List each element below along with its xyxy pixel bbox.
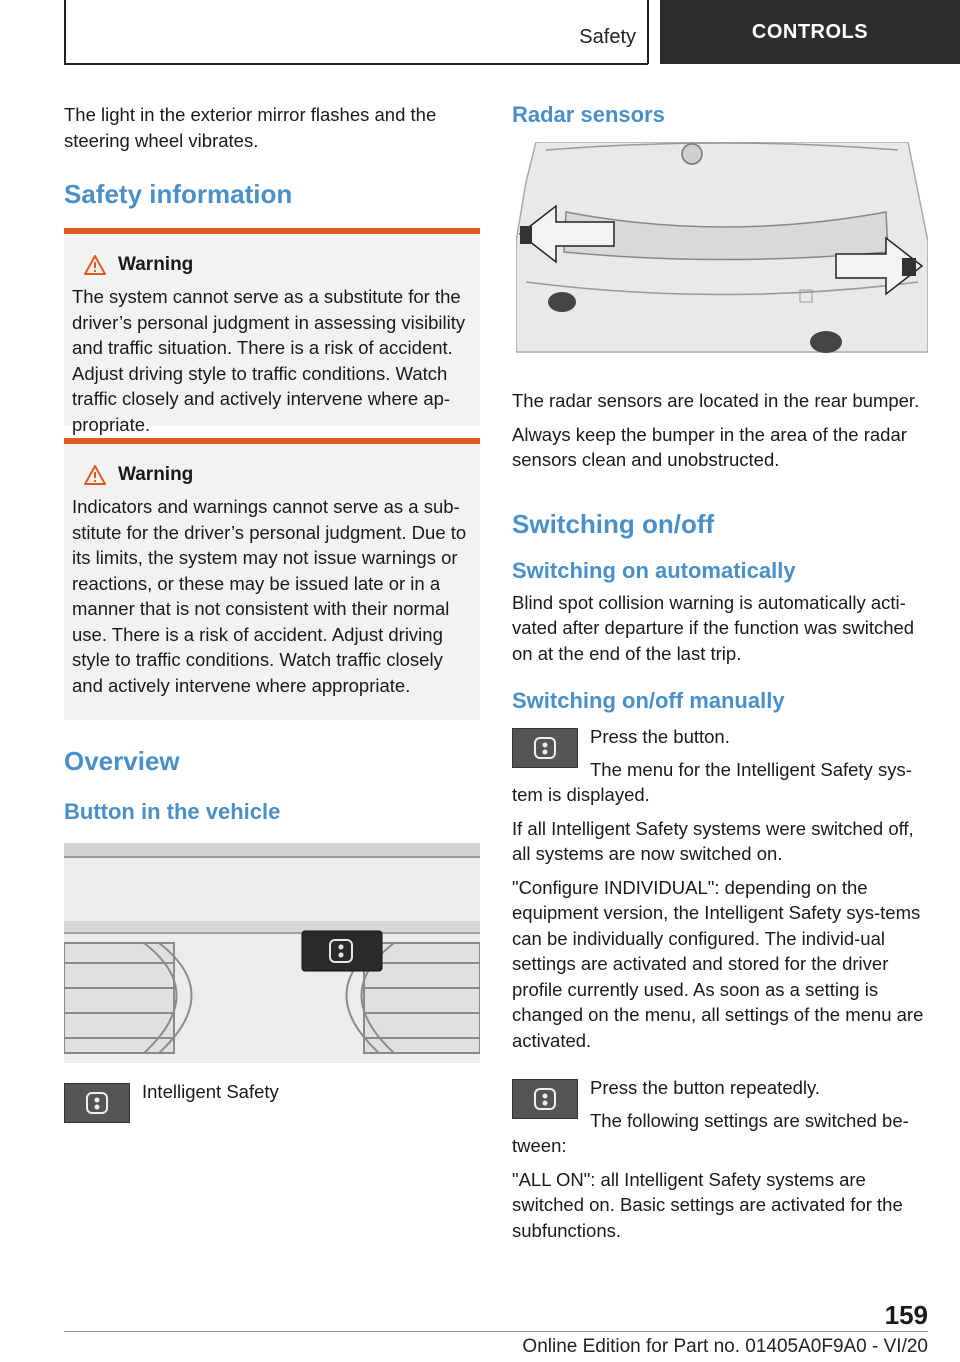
menu-displayed-continued: tem is displayed. [512,784,650,805]
press-button-text [590,728,912,782]
radar-paragraph-1: The radar sensors are located in the rear bumper. [512,390,920,411]
page-number: 159 [884,1300,928,1330]
right-column [512,102,928,1243]
warning-box-1 [64,228,480,435]
switching-automatic-text: Blind spot collision warning is automatically acti-vated after departure if the function was switched on at the end of the last trip. [512,591,915,664]
dashboard-button-figure [64,843,480,1063]
warning-text-1: The system cannot serve as a substitute for the driver’s personal judgment in assessing visibility and traffic situation. There is a risk of accident. Adjust driving style to traffic conditions. Watch traffic closely and actively intervene where ap-propriate. [72,286,466,435]
press-repeatedly-line: Press the button repeatedly. [590,1077,821,1098]
dashboard-illustration [64,843,480,1063]
intelligent-safety-button-icon [512,728,578,768]
warning-title-label-2: Warning [118,464,194,485]
switching-manual-heading: Switching on/off manually [512,688,785,713]
all-off-paragraph: If all Intelligent Safety systems were switched off, all systems are now switched on. [512,817,914,864]
radar-paragraph-2: Always keep the bumper in the area of the radar sensors clean and unobstructed. [512,423,907,470]
radar-sensors-figure [516,142,928,360]
press-button-row [512,728,928,782]
rear-bumper-illustration [516,142,928,360]
settings-switched-line: The following settings are switched be- [590,1109,909,1131]
intelligent-safety-button-icon [64,1083,130,1123]
footer-edition: Online Edition for Part no. 01405A0F9A0 - VI/20 [522,1336,928,1357]
all-on-paragraph: "ALL ON": all Intelligent Safety systems are switched on. Basic settings are activated for the subfunctions. [512,1168,903,1241]
header-section-title: Safety [579,26,636,48]
header-bottom-rule [64,63,648,65]
left-column [64,102,480,1123]
press-button-line: Press the button. [590,726,730,747]
warning-title-label-1: Warning [118,254,194,275]
radar-sensors-heading: Radar sensors [512,102,665,127]
header-chapter-tab: CONTROLS [660,0,960,64]
footer-rule [64,1331,928,1332]
button-in-vehicle-heading: Button in the vehicle [64,799,281,824]
settings-switched-continued: tween: [512,1135,567,1156]
switching-automatic-heading: Switching on automatically [512,557,796,583]
press-repeatedly-text [590,1079,909,1133]
warning-title-2 [72,464,472,486]
intelligent-safety-caption-row [64,1083,480,1123]
intelligent-safety-button-icon [512,1079,578,1119]
warning-title-1 [72,254,472,276]
press-repeatedly-row [512,1079,928,1133]
warning-box-2 [64,438,480,720]
warning-triangle-icon [84,465,106,485]
header-right-rule [647,0,649,64]
safety-information-heading: Safety information [64,179,293,209]
menu-displayed-line: The menu for the Intelligent Safety sys- [590,758,912,780]
overview-heading: Overview [64,746,180,776]
header-left-rule [64,0,66,64]
warning-text-2: Indicators and warnings cannot serve as a sub-stitute for the driver’s personal judgment. Due to its limits, the system may not issue warnings or reactions, or these may be issued late or in a manner that is not consistent with their normal use. There is a risk of accident. Adjust driving style to traffic conditions. Watch traffic closely and actively intervene where appropriate. [72,496,467,696]
configure-individual-paragraph: "Configure INDIVIDUAL": depending on the equipment version, the Intelligent Safety sys-tems can be individually configured. The individ-ual settings are activated and stored for the driver profile currently used. As soon as a setting is changed on the menu, all settings of the menu are activated. [512,876,924,1051]
intelligent-safety-caption: Intelligent Safety [142,1081,279,1102]
warning-triangle-icon [84,255,106,275]
switching-heading: Switching on/off [512,508,715,539]
intro-paragraph: The light in the exterior mirror flashes and the steering wheel vibrates. [64,104,437,151]
